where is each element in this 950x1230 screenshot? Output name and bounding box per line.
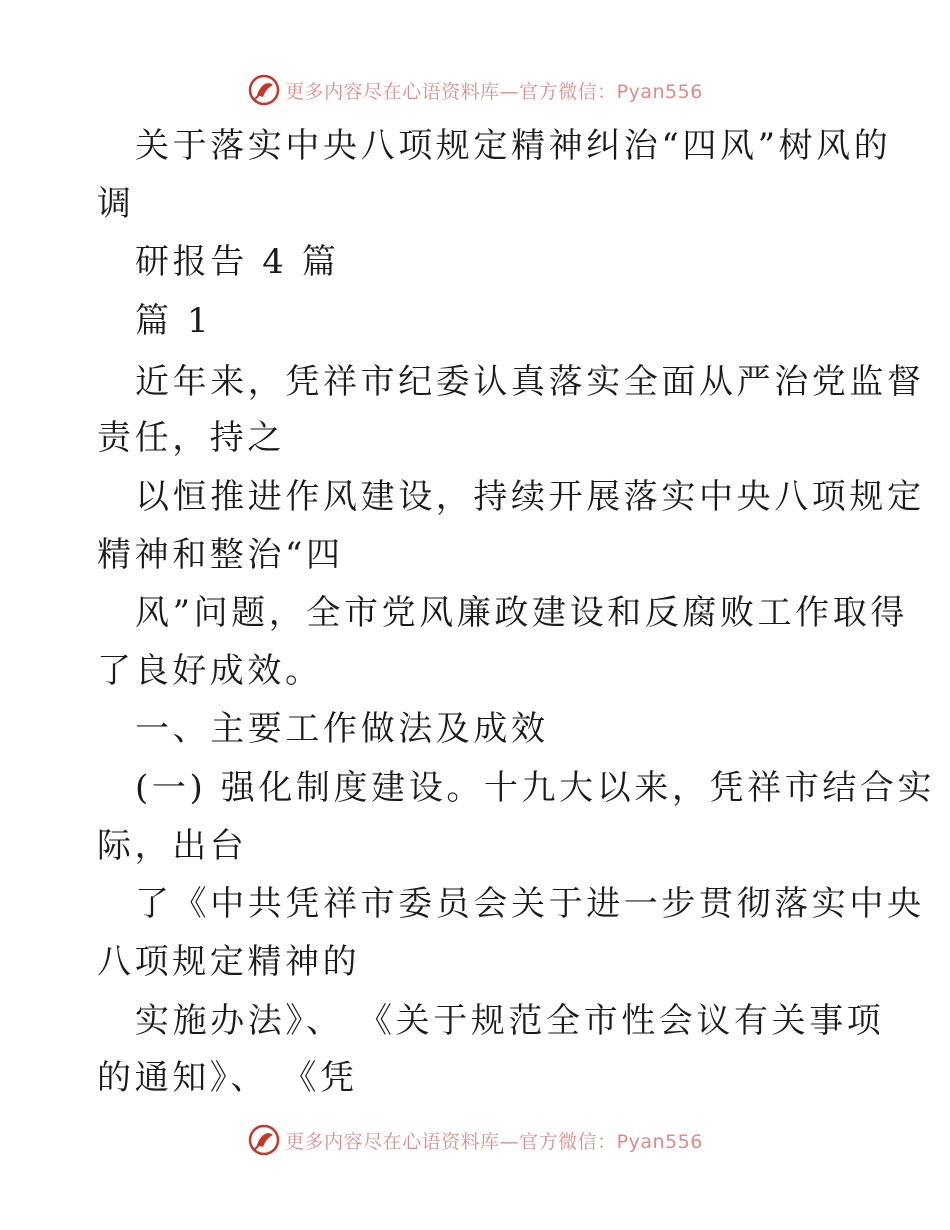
watermark-text: 更多内容尽在心语资料库—官方微信：Pyan556 xyxy=(285,80,703,103)
watermark-header xyxy=(0,70,950,110)
brand-logo-icon xyxy=(247,1123,281,1157)
section-heading: 篇 1 xyxy=(135,301,213,341)
watermark-text: 更多内容尽在心语资料库—官方微信：Pyan556 xyxy=(285,1130,703,1153)
title-line-1: 关于落实中央八项规定精神纠治“四风”树风的 xyxy=(135,126,892,166)
paragraph-line: 的通知》、 《凭 xyxy=(97,1058,358,1098)
paragraph-line: 际，出台 xyxy=(97,826,248,866)
paragraph-line: 实施办法》、 《关于规范全市性会议有关事项 xyxy=(135,1001,885,1041)
subheading-line: 一、主要工作做法及成效 xyxy=(135,709,549,749)
title-line-3: 研报告 4 篇 xyxy=(135,242,340,282)
paragraph-line: 精神和整治“四 xyxy=(97,535,344,575)
title-line-2: 调 xyxy=(97,184,135,224)
paragraph-line: 近年来，凭祥市纪委认真落实全面从严治党监督 xyxy=(135,362,925,402)
paragraph-line: (一) 强化制度建设。十九大以来，凭祥市结合实 xyxy=(135,768,936,808)
watermark-footer xyxy=(0,1120,950,1160)
paragraph-line: 责任，持之 xyxy=(97,418,285,458)
paragraph-line: 八项规定精神的 xyxy=(97,942,361,982)
paragraph-line: 以恒推进作风建设，持续开展落实中央八项规定 xyxy=(135,477,925,517)
brand-logo-icon xyxy=(247,73,281,107)
paragraph-line: 风”问题，全市党风廉政建设和反腐败工作取得 xyxy=(135,593,908,633)
paragraph-line: 了良好成效。 xyxy=(97,651,323,691)
paragraph-line: 了《中共凭祥市委员会关于进一步贯彻落实中央 xyxy=(135,884,925,924)
